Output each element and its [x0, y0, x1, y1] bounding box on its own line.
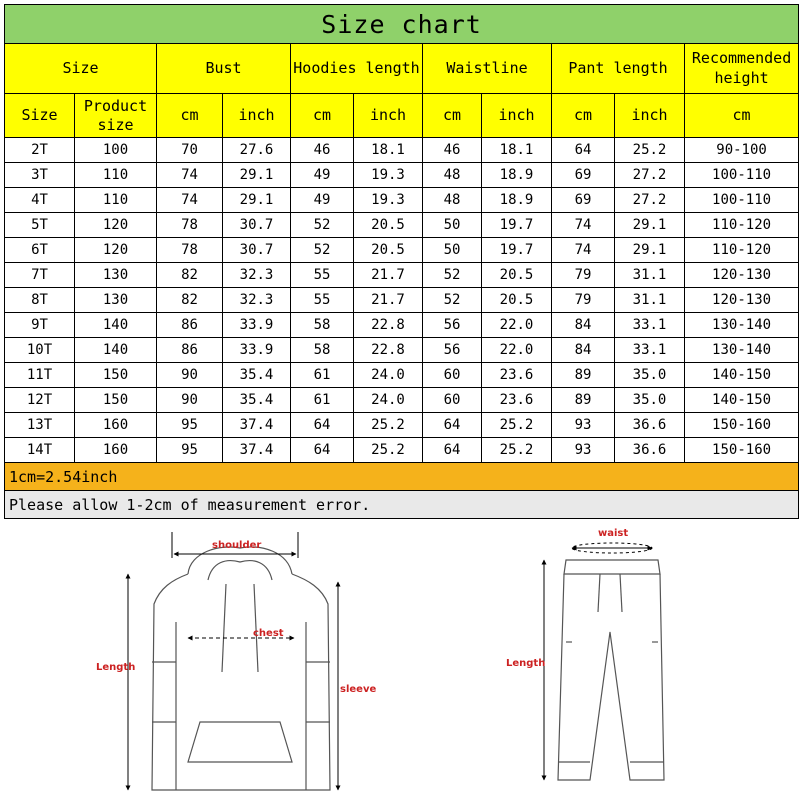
cell-hoodies-cm: 61	[291, 363, 354, 388]
cell-pant-cm: 74	[552, 213, 615, 238]
cell-product-size: 100	[75, 138, 157, 163]
cell-pant-inch: 35.0	[615, 388, 685, 413]
group-header-hoodies-length: Hoodies length	[291, 44, 423, 94]
cell-product-size: 140	[75, 313, 157, 338]
cell-waist-inch: 18.9	[482, 163, 552, 188]
cell-height-cm: 120-130	[685, 263, 799, 288]
cell-pant-inch: 31.1	[615, 263, 685, 288]
cell-pant-cm: 89	[552, 388, 615, 413]
cell-pant-inch: 29.1	[615, 213, 685, 238]
cell-waist-inch: 19.7	[482, 213, 552, 238]
cell-bust-inch: 32.3	[223, 288, 291, 313]
cell-waist-cm: 64	[423, 438, 482, 463]
cell-product-size: 150	[75, 363, 157, 388]
table-row	[5, 413, 799, 438]
cell-size: 14T	[5, 438, 75, 463]
cell-hoodies-inch: 21.7	[354, 288, 423, 313]
cell-hoodies-inch: 20.5	[354, 238, 423, 263]
cell-height-cm: 110-120	[685, 238, 799, 263]
label-chest: chest	[253, 628, 284, 639]
cell-product-size: 110	[75, 188, 157, 213]
chart-title: Size chart	[5, 5, 799, 44]
cell-pant-cm: 93	[552, 438, 615, 463]
table-row	[5, 138, 799, 163]
label-waist: waist	[598, 528, 629, 539]
cell-waist-cm: 56	[423, 338, 482, 363]
cell-waist-inch: 22.0	[482, 338, 552, 363]
cell-size: 8T	[5, 288, 75, 313]
cell-bust-cm: 82	[157, 288, 223, 313]
cell-bust-cm: 90	[157, 388, 223, 413]
sub-header-hoodies-inch: inch	[354, 94, 423, 138]
cell-waist-cm: 50	[423, 238, 482, 263]
cell-bust-inch: 37.4	[223, 438, 291, 463]
sub-header-pant-cm: cm	[552, 94, 615, 138]
cell-product-size: 160	[75, 413, 157, 438]
cell-hoodies-cm: 55	[291, 288, 354, 313]
cell-product-size: 140	[75, 338, 157, 363]
cell-bust-inch: 27.6	[223, 138, 291, 163]
cell-waist-inch: 23.6	[482, 388, 552, 413]
cell-height-cm: 130-140	[685, 338, 799, 363]
cell-product-size: 130	[75, 288, 157, 313]
table-row	[5, 363, 799, 388]
cell-pant-inch: 25.2	[615, 138, 685, 163]
cell-height-cm: 90-100	[685, 138, 799, 163]
cell-bust-cm: 82	[157, 263, 223, 288]
cell-product-size: 160	[75, 438, 157, 463]
cell-hoodies-cm: 46	[291, 138, 354, 163]
cell-height-cm: 150-160	[685, 438, 799, 463]
cell-bust-cm: 90	[157, 363, 223, 388]
cell-pant-cm: 69	[552, 188, 615, 213]
cell-product-size: 110	[75, 163, 157, 188]
table-row	[5, 163, 799, 188]
cell-bust-cm: 95	[157, 413, 223, 438]
cell-waist-cm: 48	[423, 188, 482, 213]
cell-waist-inch: 20.5	[482, 263, 552, 288]
measurement-error-note: Please allow 1-2cm of measurement error.	[5, 491, 799, 519]
cell-pant-inch: 35.0	[615, 363, 685, 388]
cell-hoodies-cm: 64	[291, 438, 354, 463]
cell-pant-inch: 36.6	[615, 438, 685, 463]
cell-hoodies-inch: 21.7	[354, 263, 423, 288]
cell-product-size: 120	[75, 238, 157, 263]
cell-product-size: 150	[75, 388, 157, 413]
pants-diagram	[558, 560, 664, 780]
cell-bust-cm: 78	[157, 238, 223, 263]
cell-pant-cm: 74	[552, 238, 615, 263]
cell-hoodies-inch: 24.0	[354, 363, 423, 388]
cell-hoodies-inch: 22.8	[354, 313, 423, 338]
cell-pant-cm: 69	[552, 163, 615, 188]
cell-pant-cm: 64	[552, 138, 615, 163]
cell-size: 10T	[5, 338, 75, 363]
size-rows	[5, 138, 799, 463]
cell-hoodies-inch: 24.0	[354, 388, 423, 413]
table-row	[5, 288, 799, 313]
sub-header-bust-cm: cm	[157, 94, 223, 138]
cell-height-cm: 150-160	[685, 413, 799, 438]
cell-pant-inch: 33.1	[615, 338, 685, 363]
cell-pant-cm: 79	[552, 288, 615, 313]
cell-product-size: 120	[75, 213, 157, 238]
cell-hoodies-cm: 64	[291, 413, 354, 438]
cell-size: 6T	[5, 238, 75, 263]
cell-waist-cm: 50	[423, 213, 482, 238]
cell-size: 3T	[5, 163, 75, 188]
cell-height-cm: 100-110	[685, 163, 799, 188]
hoodie-diagram	[152, 547, 330, 790]
conversion-note: 1cm=2.54inch	[5, 463, 799, 491]
sub-header-bust-inch: inch	[223, 94, 291, 138]
cell-hoodies-inch: 20.5	[354, 213, 423, 238]
cell-waist-cm: 52	[423, 288, 482, 313]
group-header-recommended-height: Recommended height	[685, 44, 799, 94]
cell-waist-inch: 23.6	[482, 363, 552, 388]
cell-bust-cm: 86	[157, 338, 223, 363]
cell-waist-cm: 60	[423, 363, 482, 388]
cell-hoodies-inch: 25.2	[354, 413, 423, 438]
cell-waist-inch: 19.7	[482, 238, 552, 263]
sub-header-pant-inch: inch	[615, 94, 685, 138]
cell-bust-inch: 33.9	[223, 313, 291, 338]
cell-hoodies-inch: 25.2	[354, 438, 423, 463]
group-header-pant-length: Pant length	[552, 44, 685, 94]
cell-bust-inch: 29.1	[223, 188, 291, 213]
cell-pant-cm: 89	[552, 363, 615, 388]
cell-hoodies-cm: 58	[291, 338, 354, 363]
cell-bust-cm: 74	[157, 188, 223, 213]
sub-header-height-cm: cm	[685, 94, 799, 138]
cell-bust-inch: 35.4	[223, 388, 291, 413]
cell-waist-inch: 25.2	[482, 413, 552, 438]
cell-pant-inch: 33.1	[615, 313, 685, 338]
table-row	[5, 388, 799, 413]
cell-bust-inch: 29.1	[223, 163, 291, 188]
group-header-bust: Bust	[157, 44, 291, 94]
cell-bust-inch: 30.7	[223, 238, 291, 263]
sub-header-waist-cm: cm	[423, 94, 482, 138]
cell-height-cm: 130-140	[685, 313, 799, 338]
label-hoodie-length: Length	[96, 662, 136, 673]
cell-bust-inch: 30.7	[223, 213, 291, 238]
cell-pant-cm: 84	[552, 338, 615, 363]
group-header-waistline: Waistline	[423, 44, 552, 94]
cell-waist-inch: 18.1	[482, 138, 552, 163]
cell-pant-inch: 31.1	[615, 288, 685, 313]
cell-waist-inch: 25.2	[482, 438, 552, 463]
sub-header-hoodies-cm: cm	[291, 94, 354, 138]
table-row	[5, 438, 799, 463]
cell-hoodies-cm: 58	[291, 313, 354, 338]
cell-waist-cm: 48	[423, 163, 482, 188]
cell-pant-inch: 27.2	[615, 188, 685, 213]
table-row	[5, 238, 799, 263]
cell-pant-inch: 29.1	[615, 238, 685, 263]
pants-measure-lines	[544, 543, 652, 780]
cell-size: 2T	[5, 138, 75, 163]
table-row	[5, 213, 799, 238]
cell-waist-cm: 52	[423, 263, 482, 288]
cell-bust-inch: 32.3	[223, 263, 291, 288]
table-row	[5, 263, 799, 288]
cell-hoodies-cm: 61	[291, 388, 354, 413]
cell-size: 4T	[5, 188, 75, 213]
cell-waist-inch: 18.9	[482, 188, 552, 213]
cell-bust-cm: 86	[157, 313, 223, 338]
cell-size: 5T	[5, 213, 75, 238]
cell-hoodies-inch: 19.3	[354, 188, 423, 213]
cell-hoodies-cm: 49	[291, 188, 354, 213]
sub-header-size: Size	[5, 94, 75, 138]
cell-size: 7T	[5, 263, 75, 288]
cell-height-cm: 100-110	[685, 188, 799, 213]
cell-waist-cm: 64	[423, 413, 482, 438]
cell-pant-inch: 36.6	[615, 413, 685, 438]
cell-hoodies-cm: 55	[291, 263, 354, 288]
cell-size: 11T	[5, 363, 75, 388]
table-row	[5, 338, 799, 363]
cell-hoodies-inch: 18.1	[354, 138, 423, 163]
label-shoulder: shoulder	[212, 540, 262, 551]
cell-size: 13T	[5, 413, 75, 438]
cell-pant-cm: 93	[552, 413, 615, 438]
cell-height-cm: 140-150	[685, 388, 799, 413]
cell-hoodies-cm: 49	[291, 163, 354, 188]
cell-bust-cm: 95	[157, 438, 223, 463]
cell-waist-inch: 20.5	[482, 288, 552, 313]
cell-size: 9T	[5, 313, 75, 338]
cell-pant-cm: 79	[552, 263, 615, 288]
sub-header-waist-inch: inch	[482, 94, 552, 138]
table-row	[5, 188, 799, 213]
cell-hoodies-inch: 22.8	[354, 338, 423, 363]
label-pant-length: Length	[506, 658, 546, 669]
cell-height-cm: 110-120	[685, 213, 799, 238]
measurement-diagrams	[0, 522, 800, 800]
cell-hoodies-inch: 19.3	[354, 163, 423, 188]
cell-size: 12T	[5, 388, 75, 413]
cell-hoodies-cm: 52	[291, 238, 354, 263]
cell-bust-cm: 74	[157, 163, 223, 188]
cell-bust-inch: 33.9	[223, 338, 291, 363]
cell-height-cm: 120-130	[685, 288, 799, 313]
cell-waist-cm: 46	[423, 138, 482, 163]
cell-hoodies-cm: 52	[291, 213, 354, 238]
cell-pant-cm: 84	[552, 313, 615, 338]
cell-bust-inch: 35.4	[223, 363, 291, 388]
cell-bust-inch: 37.4	[223, 413, 291, 438]
cell-height-cm: 140-150	[685, 363, 799, 388]
cell-waist-inch: 22.0	[482, 313, 552, 338]
cell-waist-cm: 56	[423, 313, 482, 338]
cell-waist-cm: 60	[423, 388, 482, 413]
cell-bust-cm: 78	[157, 213, 223, 238]
cell-bust-cm: 70	[157, 138, 223, 163]
table-row	[5, 313, 799, 338]
sub-header-product-size: Product size	[75, 94, 157, 138]
label-sleeve: sleeve	[340, 684, 377, 695]
group-header-size: Size	[5, 44, 157, 94]
cell-product-size: 130	[75, 263, 157, 288]
cell-pant-inch: 27.2	[615, 163, 685, 188]
size-chart-table	[4, 4, 799, 519]
